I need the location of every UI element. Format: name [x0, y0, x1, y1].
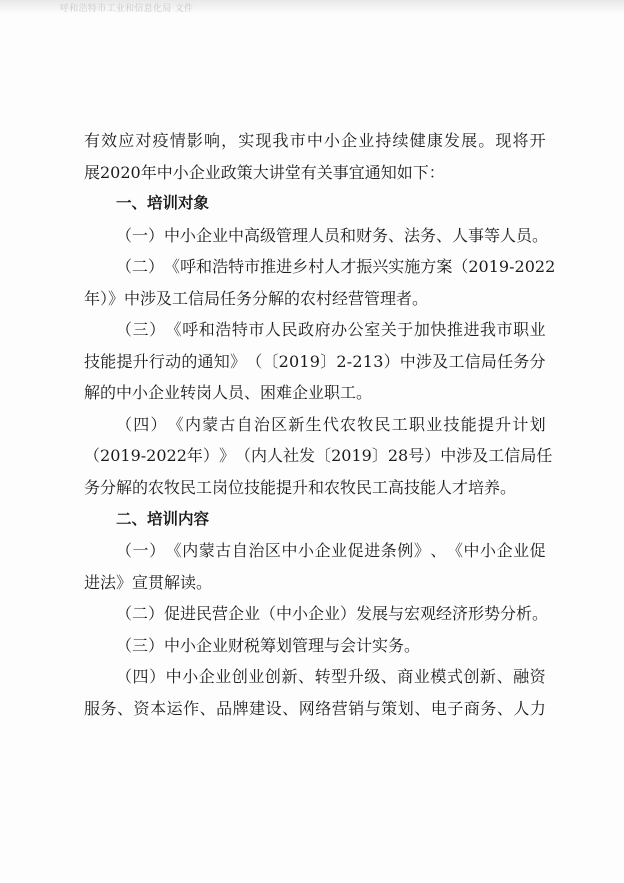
paragraph-line: 有 效 应 对 疫 情 影 响 ， 实 现 我 市 中 小 企 业 持 续 健 康 发 展 。 现 将 开	[84, 131, 546, 150]
paragraph-line: （ 二 ） 《 呼 和 浩 特 市 推 进 乡 村 人 才 振 兴 实 施 方 案 （ 2 0 1 9 - 2 0 2 2	[116, 257, 556, 277]
paragraph-line: 务分解的农牧民工岗位技能提升和农牧民工高技能人才培养。	[84, 478, 517, 498]
paragraph-line: （一）中小企业中高级管理人员和财务、法务、人事等人员。	[116, 225, 549, 245]
paragraph-line: 服 务 、 资 本 运 作 、 品 牌 建 设 、 网 络 营 销 与 策 划 、 电 子 商 务 、 人 力	[84, 698, 546, 718]
body-text	[84, 125, 556, 724]
paragraph-line: 年）》中涉及工信局任务分解的农村经营管理者。	[84, 288, 429, 308]
paragraph-line: 进法》宣贯解读。	[84, 572, 213, 592]
paragraph-line: （ 三 ） 《 呼 和 浩 特 市 人 民 政 府 办 公 室 关 于 加 快 推 进 我 市 职 业	[116, 320, 546, 340]
paragraph-line: （ 四 ） 中 小 企 业 创 业 创 新 、 转 型 升 级 、 商 业 模 式 创 新 、 融 资	[116, 667, 546, 687]
paragraph-line: 解的中小企业转岗人员、困难企业职工。	[84, 383, 373, 403]
paragraph-line: （ 四 ） 《 内 蒙 古 自 治 区 新 生 代 农 牧 民 工 职 业 技 能 提 升 计 划	[116, 414, 546, 434]
paragraph-line: （ 一 ） 《 内 蒙 古 自 治 区 中 小 企 业 促 进 条 例 》 、 《 中 小 企 业 促	[116, 541, 546, 561]
paragraph-line: （ 2 0 1 9 - 2 0 2 2 年 ） 》 （ 内 人 社 发 〔 2 0 1 9 〕 2 8 号 ） 中 涉 及 工 信 局 任	[84, 446, 553, 466]
scan-header-strip	[0, 0, 624, 14]
paragraph-line: 技 能 提 升 行 动 的 通 知 》 （ 〔 2 0 1 9 〕 2 - 2 1 3 ） 中 涉 及 工 信 局 任 务 分	[84, 351, 546, 371]
paragraph-line: 展2020年中小企业政策大讲堂有关事宜通知如下：	[84, 162, 445, 182]
section-heading: 一、培训对象	[116, 194, 210, 213]
paragraph-line: （三）中小企业财税筹划管理与会计实务。	[116, 635, 421, 655]
faint-header-text: 呼和浩特市工业和信息化局 文件	[60, 4, 194, 14]
section-heading: 二、培训内容	[116, 509, 210, 528]
paragraph-line: （二）促进民营企业（中小企业）发展与宏观经济形势分析。	[116, 604, 549, 624]
